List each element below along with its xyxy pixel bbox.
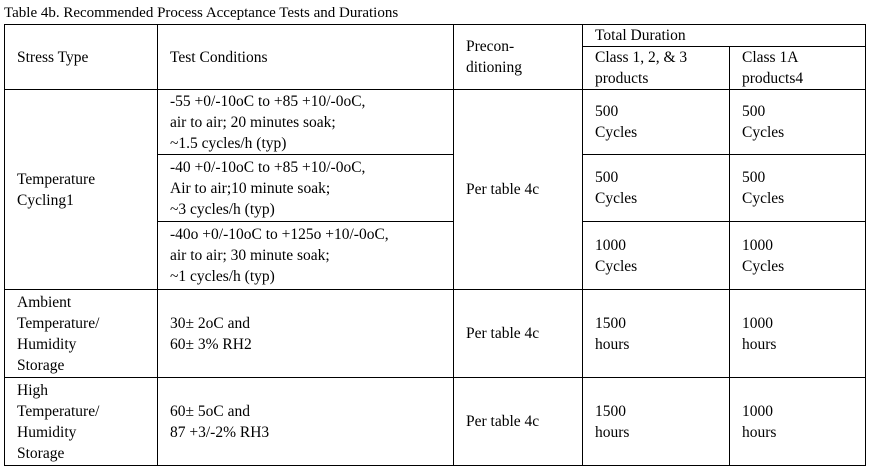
process-acceptance-table [4, 24, 866, 466]
test-conditions-cell: 60± 5oC and 87 +3/-2% RH3 [158, 378, 454, 466]
test-conditions-cell: 30± 2oC and 60± 3% RH2 [158, 290, 454, 378]
class-123-duration-cell: 500 Cycles [583, 155, 730, 222]
preconditioning-cell: Per table 4c [454, 290, 583, 378]
table-row [5, 90, 866, 155]
table-caption: Table 4b. Recommended Process Acceptance Tests and Durations [4, 5, 399, 21]
class-1a-duration-cell: 1000 hours [730, 290, 866, 378]
class-123-duration-cell: 1000 Cycles [583, 222, 730, 290]
header-row [5, 25, 866, 47]
header-class-1a: Class 1A products4 [730, 47, 866, 90]
preconditioning-cell: Per table 4c [454, 90, 583, 290]
class-1a-duration-cell: 1000 Cycles [730, 222, 866, 290]
class-123-duration-cell: 500 Cycles [583, 90, 730, 155]
header-class-123: Class 1, 2, & 3 products [583, 47, 730, 90]
test-conditions-cell: -40 +0/-10oC to +85 +10/-0oC, Air to air;10 minute soak; ~3 cycles/h (typ) [158, 155, 454, 222]
stress-type-temperature-cycling: Temperature Cycling1 [5, 90, 158, 290]
class-1a-duration-cell: 1000 hours [730, 378, 866, 466]
class-1a-duration-cell: 500 Cycles [730, 90, 866, 155]
stress-type-ambient-storage: Ambient Temperature/ Humidity Storage [5, 290, 158, 378]
header-test-conditions: Test Conditions [158, 25, 454, 90]
header-preconditioning: Precon- ditioning [454, 25, 583, 90]
preconditioning-cell: Per table 4c [454, 378, 583, 466]
class-123-duration-cell: 1500 hours [583, 290, 730, 378]
table-row [5, 290, 866, 378]
class-123-duration-cell: 1500 hours [583, 378, 730, 466]
header-total-duration: Total Duration [583, 25, 866, 47]
class-1a-duration-cell: 500 Cycles [730, 155, 866, 222]
table-row [5, 378, 866, 466]
stress-type-high-storage: High Temperature/ Humidity Storage [5, 378, 158, 466]
test-conditions-cell: -40o +0/-10oC to +125o +10/-0oC, air to air; 30 minute soak; ~1 cycles/h (typ) [158, 222, 454, 290]
test-conditions-cell: -55 +0/-10oC to +85 +10/-0oC, air to air; 20 minutes soak; ~1.5 cycles/h (typ) [158, 90, 454, 155]
header-stress-type: Stress Type [5, 25, 158, 90]
